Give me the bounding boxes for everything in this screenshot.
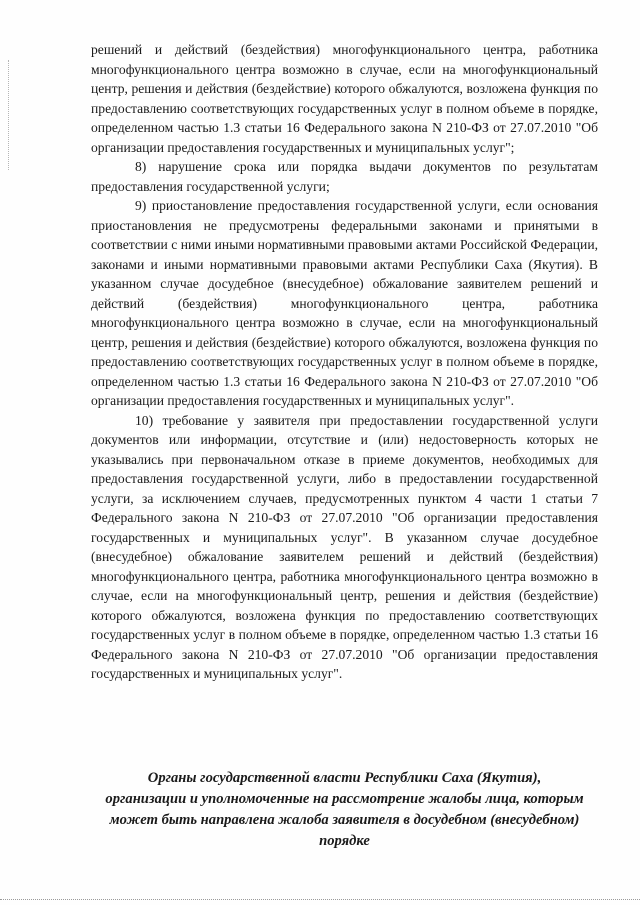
document-body <box>91 40 598 684</box>
paragraph-continuation: решений и действий (бездействия) многофункционального центра, работника многофункционального центра возможно в случае, если на многофункциональный центр, решения и действия (бездействие) которого обжалуются, возложена функция по предоставлению соответствующих государственных услуг в полном объеме в порядке, определенном частью 1.3 статьи 16 Федерального закона N 210-ФЗ от 27.07.2010 "Об организации предоставления государственных и муниципальных услуг"; <box>91 42 598 155</box>
section-heading <box>91 768 598 852</box>
scan-bottom-edge <box>0 899 640 900</box>
paragraph-item-9: 9) приостановление предоставления государственной услуги, если основания приостановления не предусмотрены федеральными законами и принятыми в соответствии с ними иными нормативными правовыми актами Российской Федерации, законами и иными нормативными правовыми актами Республики Саха (Якутия). В указанном случае досудебное (внесудебное) обжалование заявителем решений и действий (бездействия) многофункционального центра, работника многофункционального центра возможно в случае, если на многофункциональный центр, решения и действия (бездействие) которого обжалуются, возложена функция по предоставлению соответствующих государственных услуг в полном объеме в порядке, определенном частью 1.3 статьи 16 Федерального закона N 210-ФЗ от 27.07.2010 "Об организации предоставления государственных и муниципальных услуг". <box>91 198 598 408</box>
section-heading-line: порядке <box>319 833 370 849</box>
section-heading-line: организации и уполномоченные на рассмотрение жалобы лица, которым <box>105 791 584 807</box>
section-heading-line: может быть направлена жалоба заявителя в досудебном (внесудебном) <box>109 812 580 828</box>
section-heading-line: Органы государственной власти Республики Саха (Якутия), <box>147 770 542 786</box>
scan-edge-marks <box>8 60 13 170</box>
paragraph-item-10: 10) требование у заявителя при предоставлении государственной услуги документов или информации, отсутствие и (или) недостоверность которых не указывались при первоначальном отказе в приеме документов, необходимых для предоставления государственной услуги, либо в предоставлении государственной услуги, за исключением случаев, предусмотренных пунктом 4 части 1 статьи 7 Федерального закона N 210-ФЗ от 27.07.2010 "Об организации предоставления государственных и муниципальных услуг". В указанном случае досудебное (внесудебное) обжалование заявителем решений и действий (бездействия) многофункционального центра, работника многофункционального центра возможно в случае, если на многофункциональный центр, решения и действия (бездействие) которого обжалуются, возложена функция по предоставлению соответствующих государственных услуг в полном объеме в порядке, определенном частью 1.3 статьи 16 Федерального закона N 210-ФЗ от 27.07.2010 "Об организации предоставления государственных и муниципальных услуг". <box>91 412 598 681</box>
paragraph-item-8: 8) нарушение срока или порядка выдачи документов по результатам предоставления государственной услуги; <box>91 159 598 194</box>
